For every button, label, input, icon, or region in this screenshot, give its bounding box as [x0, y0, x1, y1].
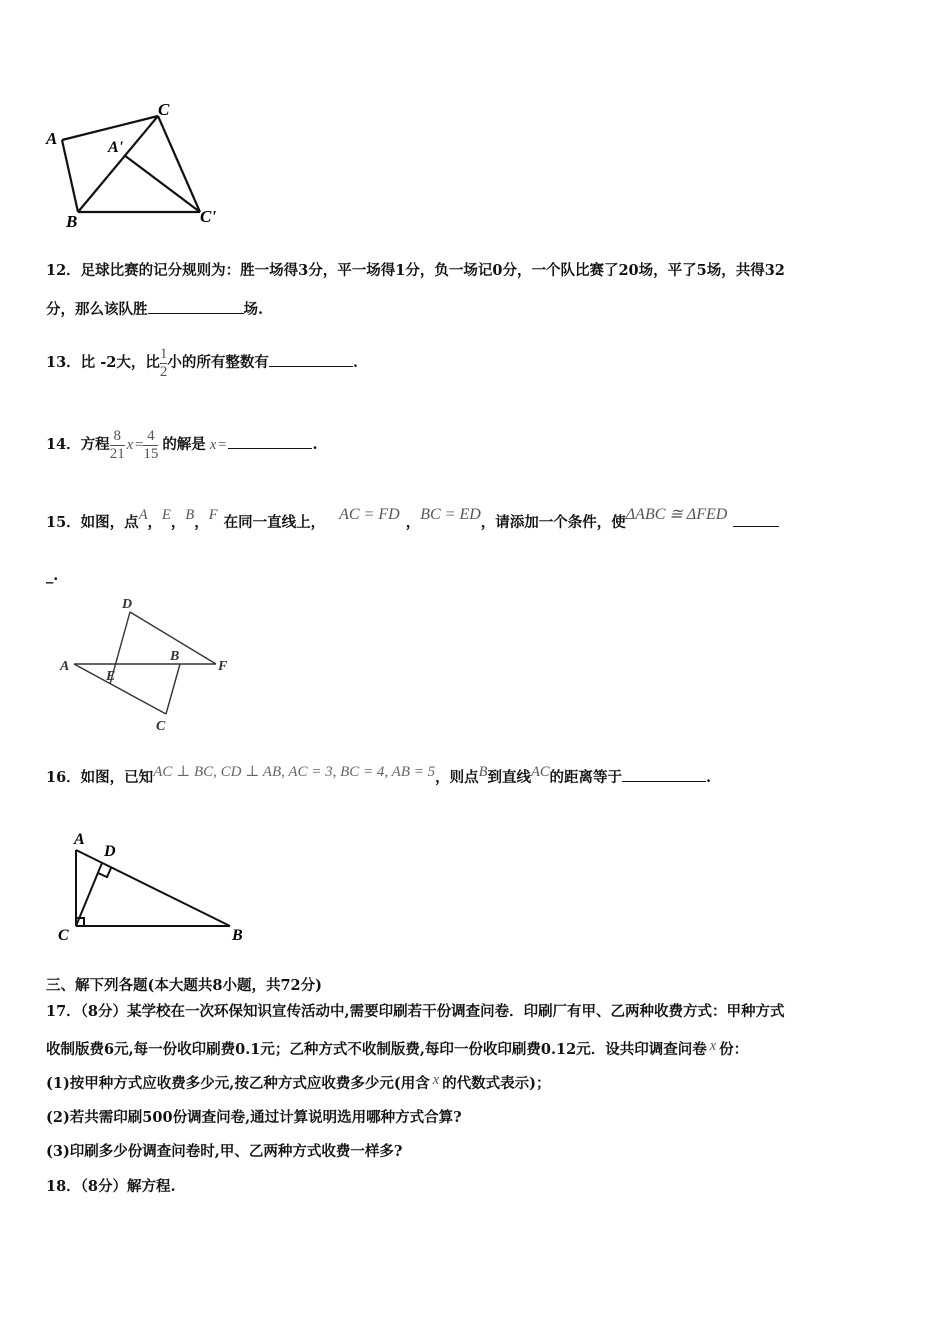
q16-line-AC: AC	[530, 764, 550, 780]
q14-lhs-num: 8	[113, 427, 121, 444]
q14-lhs-den: 21	[109, 445, 125, 462]
section-3-title: 三、解下列各题(本大题共8小题，共72分)	[46, 977, 322, 994]
q15-text-mid: 在同一直线上，	[223, 514, 326, 531]
q14-rhs-fraction	[143, 428, 158, 463]
q15-point-A: A	[138, 507, 148, 523]
label-C-prime: C'	[200, 207, 217, 226]
question-17-sub1	[46, 1074, 551, 1094]
q17-sub1-post: 的代数式表示)；	[442, 1075, 551, 1092]
question-12-line2	[46, 299, 263, 320]
segment-AC	[62, 116, 158, 140]
q14-ans-equals: =	[218, 437, 227, 453]
q13-frac-den: 2	[159, 363, 168, 380]
q14-lhs-fraction	[110, 428, 125, 463]
q15-comma-3: ，	[194, 514, 209, 531]
label-E: E	[106, 669, 116, 684]
question-15	[46, 506, 779, 533]
q13-answer-blank[interactable]	[269, 352, 353, 367]
q15-text-post: ，请添加一个条件，使	[480, 514, 626, 531]
q14-answer-blank[interactable]	[228, 434, 312, 449]
q14-rhs-den: 15	[143, 445, 159, 462]
question-18: 18．（8分）解方程.	[46, 1178, 176, 1195]
q16-answer-blank[interactable]	[622, 767, 706, 782]
label-C: C	[158, 100, 170, 119]
q15-text-pre: 15．如图，点	[46, 514, 139, 531]
q13-text-end: .	[352, 354, 358, 371]
q16-text-mid1: ，则点	[435, 769, 479, 786]
q15-eq-AC-FD: AC = FD	[339, 506, 400, 523]
q13-text-pre: 13．比 -2大，比	[46, 354, 160, 371]
segment-AC	[74, 664, 166, 714]
q14-text-mid: 的解是	[162, 436, 206, 453]
label-A: A	[60, 659, 70, 674]
label-A: A	[46, 129, 58, 148]
label-C: C	[156, 719, 166, 734]
q12-answer-blank[interactable]	[148, 299, 244, 314]
label-B: B	[66, 212, 78, 231]
q17-line2-pre: 收制版费6元,每一份收印刷费0.1元；乙种方式不收制版费,每印一份收印刷费0.12元．设共印调查问卷	[46, 1041, 707, 1058]
label-C: C	[58, 927, 69, 944]
q13-frac-num: 1	[159, 345, 168, 362]
q14-text-pre: 14．方程	[46, 436, 110, 453]
question-17-line1: 17．（8分）某学校在一次环保知识宣传活动中,需要印刷若干份调查问卷．印刷厂有甲、乙两种收费方式：甲种方式	[46, 1003, 785, 1020]
q15-point-E: E	[162, 507, 171, 523]
q17-sub1-var: x	[432, 1072, 440, 1088]
q17-sub1-pre: (1)按甲种方式应收费多少元,按乙种方式应收费多少元(用含	[46, 1075, 430, 1092]
question-17-sub2: (2)若共需印刷500份调查问卷,通过计算说明选用哪种方式合算?	[46, 1109, 462, 1126]
q12-text-pre: 分，那么该队胜	[46, 301, 148, 318]
label-D: D	[104, 843, 116, 860]
q14-equals: =	[135, 437, 144, 453]
q15-point-F: F	[208, 507, 218, 523]
label-B: B	[170, 649, 180, 664]
q17-var-x: x	[709, 1038, 717, 1054]
figure-right-triangle	[50, 826, 250, 946]
question-14	[46, 414, 318, 476]
q14-var-x: x	[126, 437, 134, 453]
q15-point-B: B	[185, 507, 195, 523]
label-B: B	[232, 927, 243, 944]
label-F: F	[218, 659, 228, 674]
q16-conditions: AC ⊥ BC, CD ⊥ AB, AC = 3, BC = 4, AB = 5	[153, 764, 436, 780]
q15-congruence: ΔABC ≅ ΔFED	[625, 506, 728, 523]
segment-BC	[166, 664, 180, 714]
q14-ans-var: x	[209, 437, 217, 453]
q15-comma-4: ，	[405, 514, 421, 531]
q15-comma-2: ，	[170, 514, 186, 531]
segment-AB	[76, 850, 230, 926]
q13-text-post: 小的所有整数有	[167, 354, 269, 371]
question-17-sub3: (3)印刷多少份调查问卷时,甲、乙两种方式收费一样多?	[46, 1143, 403, 1160]
q16-text-pre: 16．如图，已知	[46, 769, 154, 786]
segment-CD	[76, 863, 102, 926]
question-16	[46, 764, 712, 788]
q14-text-end: .	[312, 436, 318, 453]
q16-text-end: .	[706, 769, 712, 786]
q16-point-B: B	[478, 764, 488, 780]
label-D: D	[122, 597, 133, 612]
q15-line2: _.	[46, 567, 59, 584]
q16-text-post: 的距离等于	[549, 769, 623, 786]
segment-AB	[62, 140, 78, 212]
q12-text-post: 场.	[243, 301, 264, 318]
q15-answer-blank[interactable]	[733, 512, 779, 527]
q16-text-mid2: 到直线	[487, 769, 531, 786]
label-A: A	[74, 831, 85, 848]
figure-two-triangles	[56, 592, 246, 738]
label-A-prime: A'	[108, 139, 124, 156]
figure-quadrilateral	[40, 98, 240, 233]
q15-comma-1: ，	[147, 514, 163, 531]
segment-BC	[78, 116, 158, 212]
q14-rhs-num: 4	[147, 427, 155, 444]
question-13	[46, 333, 358, 393]
question-12-line1: 12．足球比赛的记分规则为：胜一场得3分，平一场得1分，负一场记0分，一个队比赛了20场，平了5场，共得32	[46, 262, 785, 279]
q15-eq-BC-ED: BC = ED	[420, 506, 481, 523]
q17-line2-post: 份：	[719, 1041, 749, 1058]
question-17-line2	[46, 1040, 748, 1060]
